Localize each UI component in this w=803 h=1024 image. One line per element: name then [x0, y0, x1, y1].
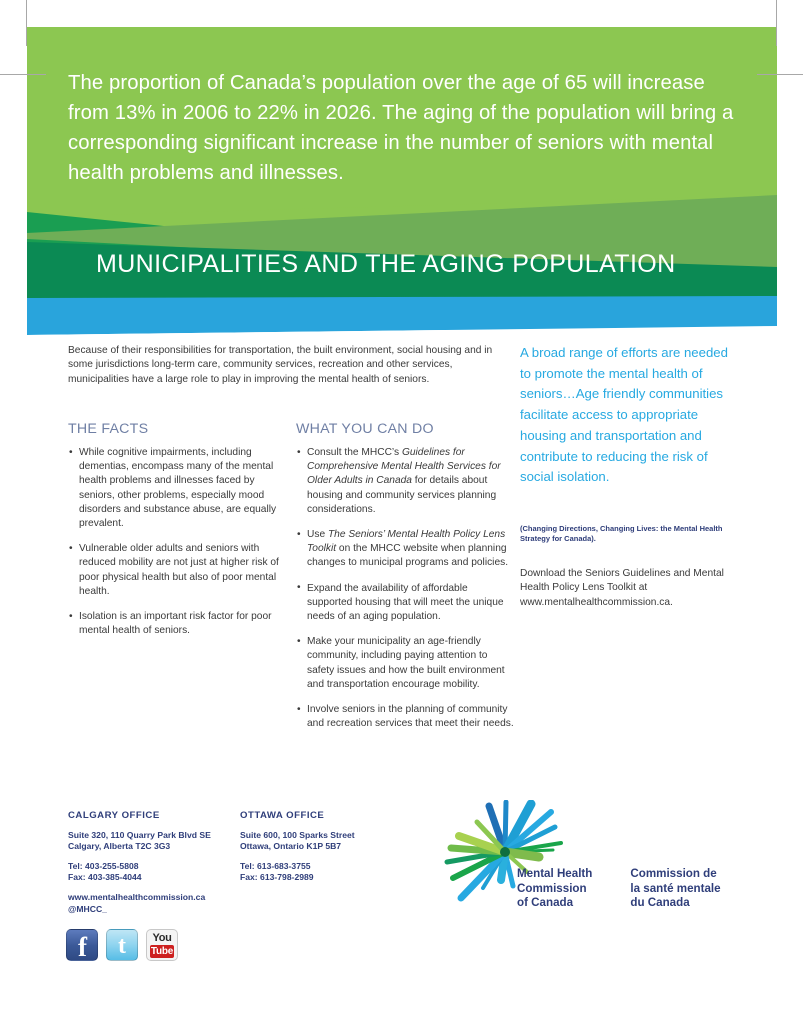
- calgary-fax: Fax: 403-385-4044: [68, 872, 142, 883]
- facts-bullet-list: [68, 446, 290, 638]
- banner-lower-bands: [27, 290, 777, 335]
- ottawa-address: [240, 830, 415, 853]
- calgary-address: [68, 830, 243, 853]
- ottawa-contact: [240, 861, 415, 884]
- bullet-text-post: for details about housing and community services planning considerations.: [307, 475, 497, 515]
- ottawa-office-block: [240, 810, 415, 884]
- list-item: • Vulnerable older adults and seniors with reduced mobility are not just at higher risk of poor physical health but also of poor mental health.: [68, 542, 290, 599]
- logo-en-line1: Mental Health: [517, 867, 593, 880]
- bullet-text-pre: Use: [307, 529, 328, 541]
- ottawa-address-line2: Ottawa, Ontario K1P 5B7: [240, 841, 342, 852]
- crop-mark-top-right-horizontal: [757, 74, 803, 75]
- bullet-text-pre: Involve seniors in the planning of community and recreation services that meet their needs.: [307, 704, 514, 730]
- calgary-address-line1: Suite 320, 110 Quarry Park Blvd SE: [68, 829, 211, 840]
- crop-mark-top-left-vertical: [26, 0, 27, 46]
- website-link[interactable]: www.mentalhealthcommission.ca: [68, 891, 206, 902]
- logo-wordmark-en: [517, 867, 592, 911]
- logo-fr-line3: du Canada: [630, 896, 690, 910]
- list-item: [296, 703, 514, 731]
- bullet-text-italic: Guidelines for Comprehensive Mental Health Services for Older Adults in Canada: [307, 447, 501, 487]
- logo-wordmark: [517, 867, 721, 911]
- bullet-text-post: on the MHCC website when planning changes to municipal programs and policies.: [307, 543, 509, 569]
- crop-mark-top-right-vertical: [776, 0, 777, 46]
- logo-fr-line2: la santé mentale: [630, 881, 721, 895]
- download-note: Download the Seniors Guidelines and Mental Health Policy Lens Toolkit at www.mentalhealthcommission.ca.: [520, 568, 724, 608]
- list-item: • While cognitive impairments, including dementias, encompass many of the mental health problems and illnesses faced by seniors, other problems, especially mood disorders and substance abuse, are equally prevalent.: [68, 446, 290, 531]
- list-item: [296, 528, 514, 571]
- youtube-icon[interactable]: [146, 929, 178, 961]
- list-item: [296, 582, 514, 625]
- list-item: [296, 635, 514, 692]
- logo-en-line3: of Canada: [517, 896, 574, 910]
- twitter-icon[interactable]: [106, 929, 138, 961]
- facts-column: [68, 421, 290, 649]
- bullet-text-pre: Expand the availability of affordable supported housing that will meet the unique needs of an aging population.: [307, 582, 504, 623]
- actions-heading: WHAT YOU CAN DO: [296, 421, 434, 437]
- logo-en-line2: Commission: [517, 881, 587, 895]
- intro-paragraph: Because of their responsibilities for transportation, the built environment, social housing and in some jurisdictions long-term care, community services, recreation and other services, municipalities have a large role to play in improving the mental health of seniors.: [68, 345, 493, 385]
- crop-mark-top-left-horizontal: [0, 74, 46, 75]
- ottawa-address-line1: Suite 600, 100 Sparks Street: [240, 829, 355, 840]
- quote-attribution: (Changing Directions, Changing Lives: the Mental Health Strategy for Canada).: [520, 524, 723, 543]
- calgary-office-block: [68, 810, 243, 915]
- ottawa-fax: Fax: 613-798-2989: [240, 872, 314, 883]
- actions-column: [296, 421, 514, 742]
- calgary-office-title: CALGARY OFFICE: [68, 810, 160, 821]
- actions-bullet-list: [296, 446, 514, 731]
- facts-heading: THE FACTS: [68, 421, 149, 437]
- twitter-handle[interactable]: @MHCC_: [68, 903, 107, 914]
- youtube-glyph-bottom: Tube: [150, 946, 174, 957]
- ottawa-tel: Tel: 613-683-3755: [240, 860, 311, 871]
- list-item: [296, 446, 514, 517]
- pull-quote: A broad range of efforts are needed to promote the mental health of seniors…Age friendly communities facilitate access to appropriate housing and transportation and contribute to reducing the risk of social isolation.: [520, 345, 728, 485]
- logo-fr-line1: Commission de: [630, 867, 717, 880]
- ottawa-office-title: OTTAWA OFFICE: [240, 810, 325, 821]
- calgary-address-line2: Calgary, Alberta T2C 3G3: [68, 841, 171, 852]
- bullet-text-pre: Make your municipality an age-friendly community, including paying attention to safety issues and how the built environment and transportation encourage mobility.: [307, 636, 505, 690]
- mhcc-logo: [443, 800, 743, 930]
- facebook-icon[interactable]: [66, 929, 98, 961]
- list-item: • Isolation is an important risk factor for poor mental health of seniors.: [68, 610, 290, 638]
- calgary-online: [68, 892, 243, 915]
- calgary-contact: [68, 861, 243, 884]
- page-title: MUNICIPALITIES AND THE AGING POPULATION: [96, 250, 676, 278]
- bullet-text-pre: Consult the MHCC’s: [307, 447, 402, 458]
- social-links: [66, 929, 178, 961]
- logo-wordmark-fr: [630, 867, 720, 911]
- twitter-glyph: t: [118, 933, 126, 959]
- bullet-text-italic: The Seniors’ Mental Health Policy Lens Toolkit: [307, 529, 506, 555]
- calgary-tel: Tel: 403-255-5808: [68, 860, 139, 871]
- headline-text: The proportion of Canada’s population over the age of 65 will increase from 13% in 2006 to 22% in 2026. The aging of the population will bring a corresponding significant increase in the number of seniors with mental health problems and illnesses.: [68, 72, 734, 184]
- facebook-glyph: f: [78, 932, 87, 961]
- youtube-glyph-top: You: [152, 932, 172, 944]
